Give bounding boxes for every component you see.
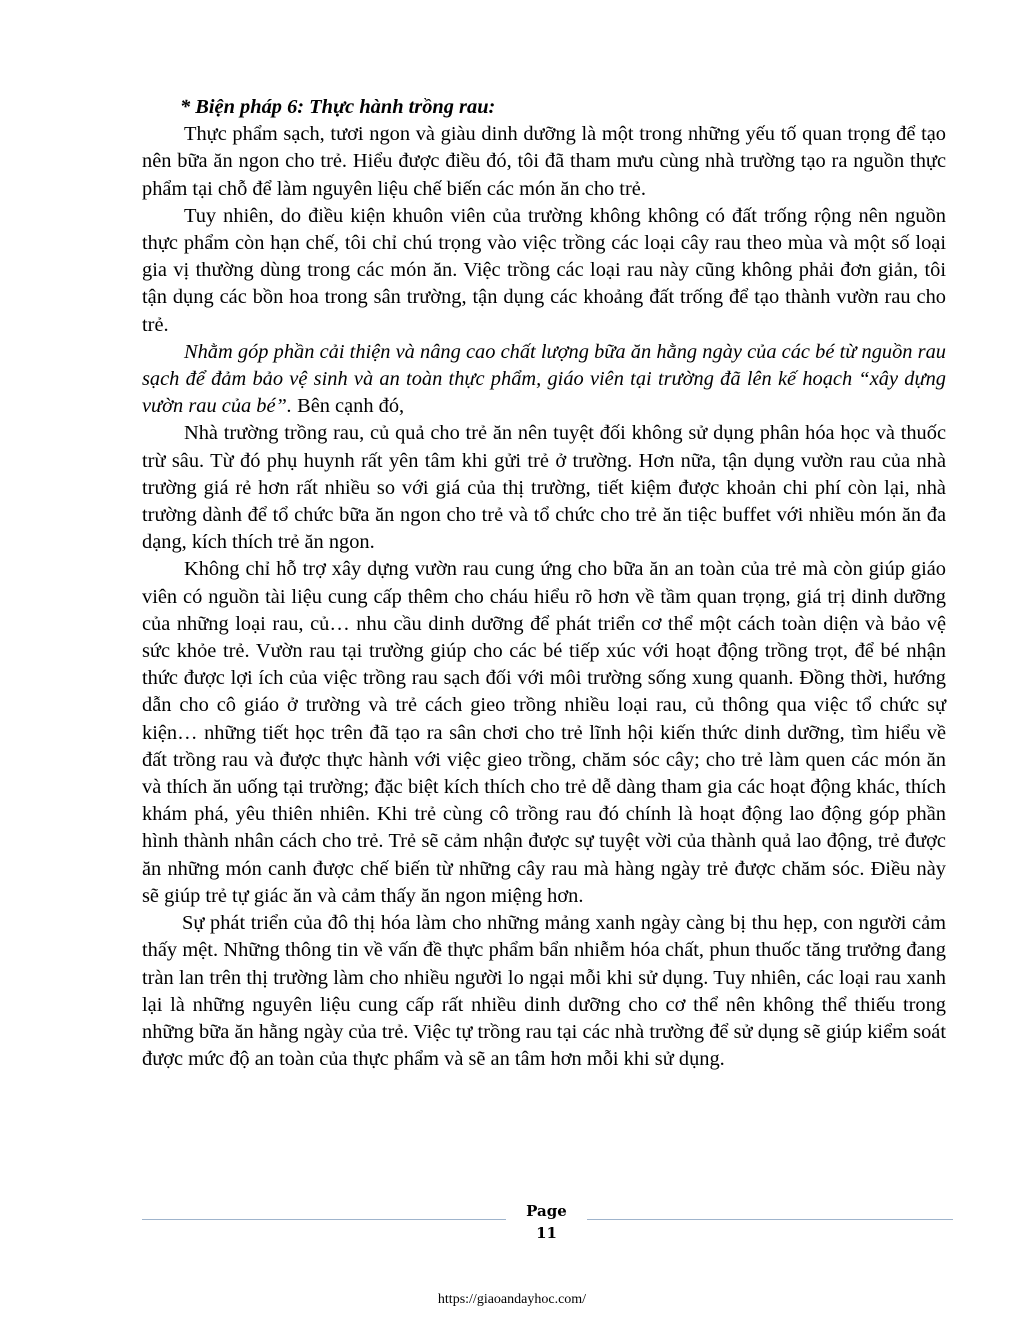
document-body [142,94,946,1073]
source-url: https://giaoandayhoc.com/ [437,1292,587,1307]
page-number: 11 [536,1224,557,1242]
paragraph-4: Nhà trường trồng rau, củ quả cho trẻ ăn nên tuyệt đối không sử dụng phân hóa học và thuốc trừ sâu. Từ đó phụ huynh rất yên tâm khi gửi trẻ ở trường. Hơn nữa, tận dụng vườn rau của nhà trường giá rẻ hơn rất nhiều so với giá của thị trường, tiết kiệm được khoản chi phí còn lại, nhà trường dành để tổ chức bữa ăn ngon cho trẻ và tổ chức cho trẻ ăn tiệc buffet với nhiều món ăn đa dạng, kích thích trẻ ăn ngon. [142,422,946,554]
footer-divider-left [142,1219,506,1220]
page-label: Page [526,1202,567,1220]
paragraph-1: Thực phẩm sạch, tươi ngon và giàu dinh dưỡng là một trong những yếu tố quan trọng để tạo nên bữa ăn ngon cho trẻ. Hiểu được điều đó, tôi đã tham mưu cùng nhà trường tạo ra nguồn thực phẩm tại chỗ để làm nguyên liệu chế biến các món ăn cho trẻ. [142,123,946,200]
page-number-block [506,1200,587,1244]
paragraph-6: Sự phát triển của đô thị hóa làm cho những mảng xanh ngày càng bị thu hẹp, con người cảm thấy mệt. Những thông tin về vấn đề thực phẩm bẩn nhiễm hóa chất, phun thuốc tăng trưởng đang tràn lan trên thị trường làm cho nhiều người lo ngại mỗi khi sử dụng. Tuy nhiên, các loại rau xanh lại là những nguyên liệu cung cấp rất nhiều dinh dưỡng cho cơ thể nên không thể thiếu trong những bữa ăn hằng ngày của trẻ. Việc tự trồng rau tại các nhà trường để sử dụng sẽ giúp kiểm soát được mức độ an toàn của thực phẩm và sẽ an tâm hơn mỗi khi sử dụng. [142,912,946,1071]
footer-divider-right [587,1219,953,1220]
paragraph-2: Tuy nhiên, do điều kiện khuôn viên của trường không không có đất trống rộng nên nguồn thực phẩm còn hạn chế, tôi chỉ chú trọng vào việc trồng các loại cây rau theo mùa và một số loại gia vị thường dùng trong các món ăn. Việc trồng các loại rau này cũng không phải đơn giản, tôi tận dụng các bồn hoa trong sân trường, tận dụng các khoảng đất trống để tạo thành vườn rau cho trẻ. [142,204,946,336]
paragraph-3-normal: Bên cạnh đó, [292,395,405,418]
paragraph-5: Không chỉ hỗ trợ xây dựng vườn rau cung ứng cho bữa ăn an toàn của trẻ mà còn giúp giáo viên có nguồn tài liệu cung cấp thêm cho cháu hiểu rõ hơn về tầm quan trọng, giá trị dinh dưỡng của những loại rau, củ… nhu cầu dinh dưỡng để phát triển cơ thể một cách toàn diện và bảo vệ sức khỏe trẻ. Vườn rau tại trường giúp cho các bé tiếp xúc với hoạt động trồng trọt, để bé nhận thức được lợi ích của việc trồng rau sạch đối với môi trường sống xung quanh. Đồng thời, hướng dẫn cho cô giáo ở trường và trẻ cách gieo trồng nhiều loại rau, củ thông qua việc tổ chức sự kiện… những tiết học trên đã tạo ra sân chơi cho trẻ lĩnh hội kiến thức dinh dưỡng, tìm hiểu về đất trồng rau và được thực hành với việc gieo trồng, chăm sóc cây; cho trẻ làm quen các món ăn và thích ăn uống tại trường; đặc biệt kích thích cho trẻ dễ dàng tham gia các hoạt động khác, thích khám phá, yêu thiên nhiên. Khi trẻ cùng cô trồng rau đó chính là hoạt động lao động góp phần hình thành nhân cách cho trẻ. Trẻ sẽ cảm nhận được sự tuyệt vời của thành quả lao động, trẻ được ăn những món canh được chế biến từ những cây rau mà hàng ngày trẻ được chăm sóc. Điều này sẽ giúp trẻ tự giác ăn và cảm thấy ăn ngon miệng hơn. [142,558,946,907]
section-heading: * Biện pháp 6: Thực hành trồng rau: [180,96,496,118]
paragraph-3-italic: Nhằm góp phần cải thiện và nâng cao chất lượng bữa ăn hằng ngày của các bé từ nguồn rau sạch để đảm bảo vệ sinh và an toàn thực phẩm, giáo viên tại trường đã lên kế hoạch “xây dựng vườn rau của bé”. [142,340,946,418]
paragraph-3 [142,339,946,421]
